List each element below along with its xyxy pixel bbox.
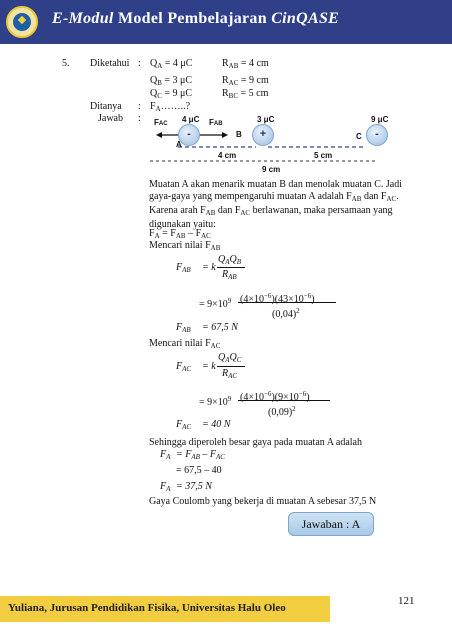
charge-c: - [366, 124, 388, 146]
colon: : [138, 113, 141, 124]
label-b: B [236, 130, 242, 139]
label-qb: 3 μC [257, 115, 275, 124]
given-qb: $Q_B = 3$ μC [150, 75, 193, 87]
dist-ab: 4 cm [218, 151, 237, 160]
label-qc: 9 μC [371, 115, 389, 124]
given-rbc: $R_{BC} = 5$ cm [222, 88, 269, 100]
answer-box: Jawaban : A [288, 512, 374, 536]
charge-a: - [178, 124, 200, 146]
charge-b: + [252, 124, 274, 146]
label-qa: 4 μC [182, 115, 200, 124]
conclusion: Gaya Coulomb yang bekerja di muatan A sebesar 37,5 N [149, 496, 377, 507]
explanation-paragraph: Muatan A akan menarik muatan B dan menolak muatan C. Jadi gaya-gaya yang mempengaruhi muatan A adalah $F_{AB}$ dan $F_{AC}$. Karena arah $F_{AB}$ dan $F_{AC}$ berlawanan, maka persamaan yang digunakan yaitu: [149, 179, 402, 230]
result-sentence: Sehingga diperoleh besar gaya pada muatan A adalah [149, 437, 362, 448]
given-rab: $R_{AB} = 4$ cm [222, 58, 269, 70]
ditanya-label: Ditanya [90, 101, 122, 112]
jawab-label: Jawab [98, 113, 123, 124]
diketahui-label: Diketahui [90, 58, 130, 69]
dist-ac: 9 cm [262, 165, 281, 174]
colon: : [138, 101, 141, 112]
given-qc: $Q_C = 9$ μC [150, 88, 193, 100]
page-number: 121 [398, 595, 415, 607]
given-qa: $Q_A = 4$ μC [150, 58, 193, 70]
label-fab: FAB [209, 118, 223, 127]
label-c: C [356, 132, 362, 141]
label-fac: FAC [154, 118, 168, 127]
find-fab-heading: Mencari nilai $F_{AB}$ [149, 240, 221, 252]
label-a: A [176, 140, 182, 149]
colon: : [138, 58, 141, 69]
equation-fa: $F_A = F_{AB} - F_{AC}$ [149, 228, 211, 240]
given-rac: $R_{AC} = 9$ cm [222, 75, 269, 87]
footer-author: Yuliana, Jurusan Pendidikan Fisika, Universitas Halu Oleo [8, 602, 286, 614]
arrow-fac-head [156, 132, 162, 138]
arrow-fab-head [222, 132, 228, 138]
asked-fa: $F_A\dots\dots$..? [150, 101, 191, 113]
title-emodul: E-Modul [52, 10, 114, 27]
find-fac-heading: Mencari nilai $F_{AC}$ [149, 338, 221, 350]
problem-number: 5. [62, 58, 70, 69]
title-mid: Model Pembelajaran [113, 10, 272, 27]
dist-bc: 5 cm [314, 151, 333, 160]
title-cinqase: CinQASE [271, 10, 340, 27]
